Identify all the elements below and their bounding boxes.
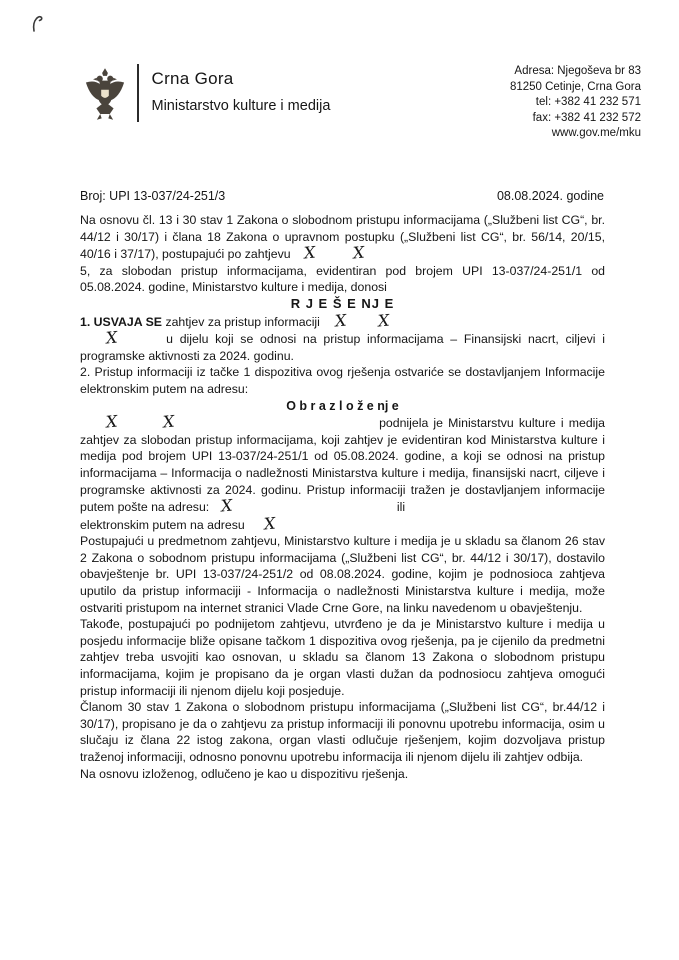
explanation-1-text: podnijela je Ministarstvu kulture i medija zahtjev za slobodan pristup informacijama, koji zahtjev je evidentiran kod Ministarstva kulture i medija pod brojem UPI 13-037/24-251/1 od 05.08.2024. godine, a koji se odnosi na pristup informacijama – Informacija o nadležnosti Ministarstva kulture i medija, finansijski nacrt, ciljeve i programske aktivnosti za 2024. godinu. Pristup informaciji tražen je dostavljanjem informacije putem pošte na adresu:: [80, 416, 605, 515]
paragraph-point-1: [80, 310, 605, 365]
letterhead-divider: [137, 64, 139, 122]
address-line-fax: fax: +382 41 232 572: [532, 111, 641, 124]
redaction-x: X: [219, 495, 233, 516]
legal-basis-text-2: 5, za slobodan pristup informacijama, evidentiran pod brojem UPI 13-037/24-251/1 od 05.08.2024. godine, Ministarstvo kulture i medija, donosi: [80, 263, 605, 295]
explanation-1-text-2: ili: [396, 500, 406, 515]
paragraph-explanation-1: [80, 411, 605, 534]
paragraph-explanation-3: Takođe, postupajući po podnijetom zahtjevu, utvrđeno je da je Ministarstvo kulture i medija u posjedu informacije bliže opisane tačkom 1 dispozitiva ovog rješenja, pa je cijenilo da predmetni zahtjev treba usvojiti kao osnovan, u skladu sa članom 13 Zakona o slobodnom pristupu informacijama, kojim je propisano da je organ vlasti dužan da podnosiocu zahtjeva omogući pristup informaciji ili njenom dijelu koji posjeduje.: [80, 617, 605, 698]
redaction-x: X: [377, 310, 391, 331]
address-line-tel: tel: +382 41 232 571: [535, 96, 641, 108]
org-name: Crna Gora: [151, 69, 234, 88]
explanation-1-text-3: elektronskim putem na adresu: [80, 517, 245, 532]
paragraph-closing: Na osnovu izloženog, odlučeno je kao u dispozitivu rješenja.: [80, 766, 409, 781]
document-body: [80, 212, 605, 782]
address-line-web: www.gov.me/mku: [551, 127, 641, 139]
corner-pen-mark: [30, 14, 45, 39]
point1-text: zahtjev za pristup informaciji: [165, 314, 320, 329]
explanation-title: O b r a z l o ž e nj e: [286, 398, 399, 413]
letterhead: [84, 64, 330, 124]
redaction-x: X: [303, 242, 317, 263]
org-block: [152, 64, 331, 114]
redaction-x: X: [351, 242, 365, 263]
redaction-x: X: [263, 513, 277, 534]
redaction-x: X: [161, 411, 175, 432]
paragraph-explanation-4: Članom 30 stav 1 Zakona o slobodnom pristupu informacijama („Službeni list CG“, br.44/12 i 30/17), propisano je da o zahtjevu za pristup informaciji ili ponovnu upotrebu informacija, osim u slučaju iz člana 22 istog zakona, organ vlasti odlučuje rješenjem, kojim dozvoljava pristup traženoj informaciji, odnosno ponovnu upotrebu informacija ili njenom dijelu ili zahtjev odbija.: [80, 700, 605, 764]
point1-text-2: u dijelu koji se odnosi na pristup informacijama – Finansijski nacrt, ciljevi i programske aktivnosti za 2024. godinu.: [80, 332, 605, 363]
paragraph-legal-basis: [80, 212, 605, 296]
paragraph-explanation-2: Postupajući u predmetnom zahtjevu, Ministarstvo kulture i medija je u skladu sa članom 26 stav 2 Zakona o sobodnom pristupu informacijama („Službeni list CG“, br. 44/12 i 30/17), dostavilo obavještenje br. UPI 13-037/24-251/2 od 08.08.2024. godine, kojim je podnosioca zahtjeva uputilo da pristup informaciji - Informacija o nadležnosti Ministarstva kulture i medija, može ostvariti pristupom na internet stranici Vlade Crne Gore, na linku navedenom u obavještenju.: [80, 534, 605, 615]
paragraph-point-2: 2. Pristup informaciji iz tačke 1 dispozitiva ovog rješenja ostvariće se dostavljanjem Informacije elektronskim putem na adresu:: [80, 365, 605, 396]
point1-label: 1. USVAJA SE: [80, 314, 163, 329]
address-block: [510, 64, 641, 142]
redaction-x: X: [334, 310, 348, 331]
document-meta: [80, 189, 604, 203]
document-number: Broj: UPI 13-037/24-251/3: [80, 189, 226, 203]
address-line-city: 81250 Cetinje, Crna Gora: [509, 80, 641, 93]
org-department: Ministarstvo kulture i medija: [151, 98, 331, 114]
decision-title: R J E Š E NJ E: [290, 295, 395, 311]
redaction-x: X: [105, 411, 119, 432]
document-date: 08.08.2024. godine: [496, 189, 604, 203]
redaction-gap: [243, 510, 393, 511]
legal-basis-text: Na osnovu čl. 13 i 30 stav 1 Zakona o slobodnom pristupu informacijama („Službeni list CG“, br. 44/12 i 30/17) i člana 18 Zakona o upravnom postupku („Službeni list CG“, br. 56/14, 20/15, 40/16 i 37/17), postupajući po zahtjevu: [80, 213, 605, 262]
redaction-x: X: [105, 327, 119, 348]
address-line-street: Adresa: Njegoševa br 83: [514, 65, 641, 77]
coat-of-arms-icon: [84, 64, 126, 124]
